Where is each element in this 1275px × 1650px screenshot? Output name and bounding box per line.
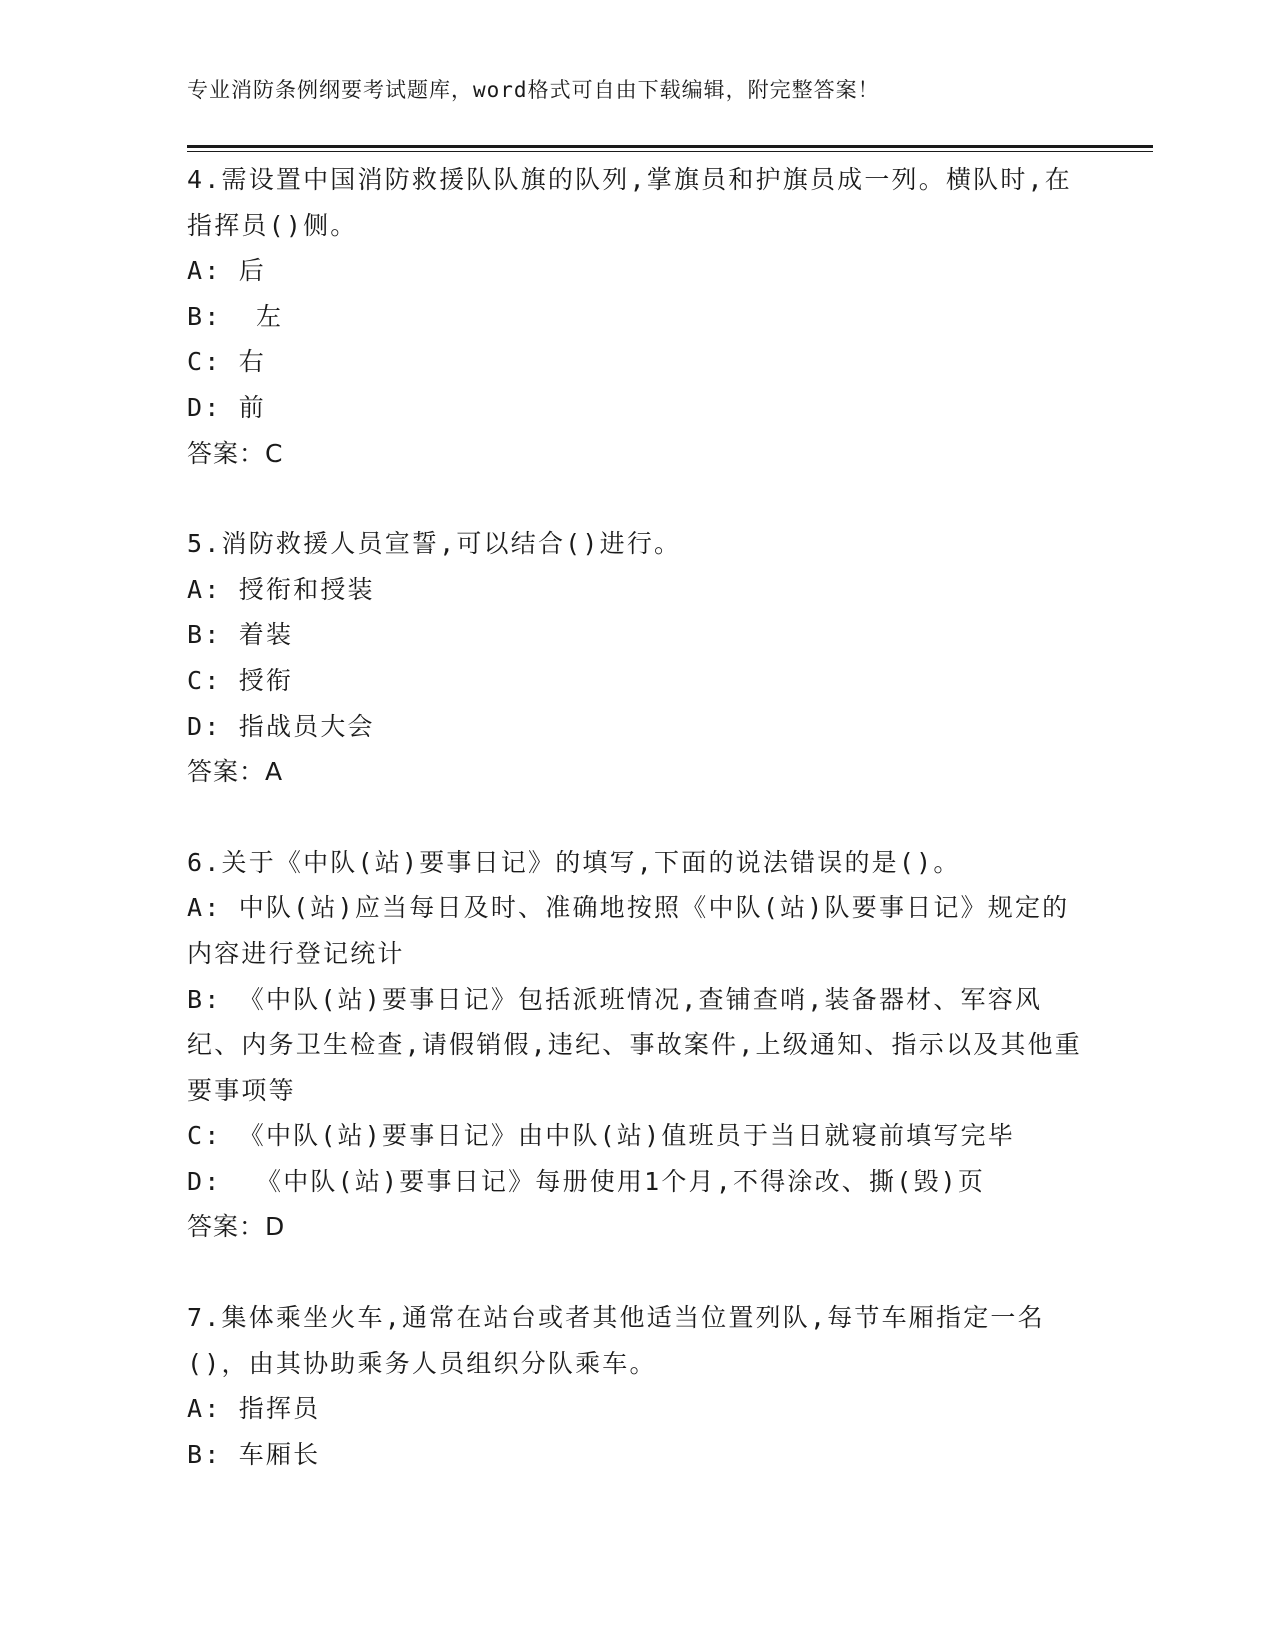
question-stem: 7.集体乘坐火车,通常在站台或者其他适当位置列队,每节车厢指定一名()，由其协助乘务人员组织分队乘车。 bbox=[187, 1303, 1045, 1378]
question-list bbox=[187, 157, 1087, 1522]
question-stem: 4.需设置中国消防救援队队旗的队列,掌旗员和护旗员成一列。横队时,在指挥员()侧。 bbox=[187, 165, 1073, 240]
option-b: B: 左 bbox=[187, 301, 284, 331]
header-rule-thick bbox=[187, 145, 1153, 148]
option-d: D: 《中队(站)要事日记》每册使用1个月,不得涂改、撕(毁)页 bbox=[187, 1166, 986, 1196]
option-d: D: 前 bbox=[187, 392, 266, 422]
question-stem: 5.消防救援人员宣誓,可以结合()进行。 bbox=[187, 529, 682, 559]
header-rule-thin bbox=[187, 151, 1153, 152]
option-c: C: 《中队(站)要事日记》由中队(站)值班员于当日就寝前填写完毕 bbox=[187, 1121, 1015, 1151]
question-4 bbox=[187, 157, 1087, 476]
option-a: A: 指挥员 bbox=[187, 1394, 321, 1424]
option-c: C: 授衔 bbox=[187, 665, 294, 695]
option-b: B: 《中队(站)要事日记》包括派班情况,查铺查哨,装备器材、军容风纪、内务卫生检查,请假销假,违纪、事故案件,上级通知、指示以及其他重要事项等 bbox=[187, 984, 1082, 1105]
question-6 bbox=[187, 840, 1087, 1250]
option-a: A: 授衔和授装 bbox=[187, 574, 375, 604]
answer: 答案：A bbox=[187, 757, 284, 787]
option-b: B: 车厢长 bbox=[187, 1439, 321, 1469]
option-b: B: 着装 bbox=[187, 620, 294, 650]
question-5 bbox=[187, 521, 1087, 795]
question-7 bbox=[187, 1295, 1087, 1477]
option-a: A: 后 bbox=[187, 256, 266, 286]
option-c: C: 右 bbox=[187, 347, 266, 377]
question-stem: 6.关于《中队(站)要事日记》的填写,下面的说法错误的是()。 bbox=[187, 847, 961, 877]
option-a: A: 中队(站)应当每日及时、准确地按照《中队(站)队要事日记》规定的内容进行登记统计 bbox=[187, 893, 1070, 968]
answer: 答案：D bbox=[187, 1212, 286, 1242]
answer: 答案：C bbox=[187, 438, 284, 468]
page-header: 专业消防条例纲要考试题库，word格式可自由下载编辑，附完整答案！ bbox=[187, 78, 880, 102]
option-d: D: 指战员大会 bbox=[187, 711, 375, 741]
